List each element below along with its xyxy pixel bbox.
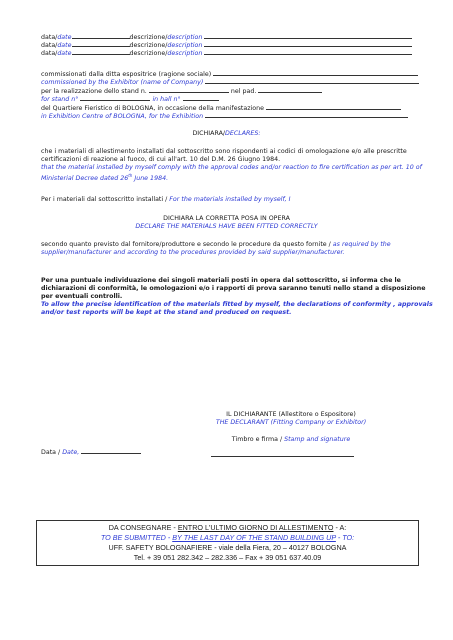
pad-field[interactable]	[258, 86, 322, 93]
footer-contacts: Tel. + 39 051 282.342 – 282.336 – Fax + 39 051 637.40.09	[133, 553, 322, 562]
declares-heading	[0, 130, 453, 138]
date-signature-label: Data /	[41, 449, 61, 456]
descr-label: descrizione/	[129, 42, 168, 49]
description-label: description	[167, 34, 203, 41]
stand-label: per la realizzazione dello stand n.	[41, 88, 147, 95]
commissioned-en-label: commissioned by the Exhibitor (name of Company)	[41, 79, 204, 86]
footer-address: UFF. SAFETY BOLOGNAFIERE - viale della Fiera, 20 – 40127 BOLOGNA	[108, 543, 347, 552]
stand-number-field-en[interactable]	[80, 94, 150, 101]
exhibition-field[interactable]	[266, 103, 401, 110]
company-name-field-en[interactable]	[205, 77, 419, 84]
footer-line1-c: - A:	[333, 523, 347, 532]
data-label: data/	[41, 50, 58, 57]
data-label: data/	[41, 34, 58, 41]
description-label: description	[167, 42, 203, 49]
data-label: data/	[41, 42, 58, 49]
para1-it-line2: certificazioni di reazione al fuoco, di cui all'art. 10 del D.M. 26 Giugno 1984.	[41, 156, 281, 163]
per-materiali-line	[41, 196, 290, 204]
para3-en-line1: To allow the precise identification of the materials fitted by myself, the declarations of conformity , approvals	[41, 301, 433, 308]
footer-line1	[37, 523, 418, 533]
declares-it: DICHIARA/	[192, 130, 226, 137]
para2-en-line1: as required by the	[332, 241, 391, 248]
footer-line1-a: DA CONSEGNARE -	[108, 523, 178, 532]
footer-line1-b: ENTRO L'ULTIMO GIORNO DI ALLESTIMENTO	[177, 523, 334, 532]
date-label: date	[57, 50, 72, 57]
para2-it: secondo quanto previsto dal fornitore/produttore e secondo le procedure da questo fornite /	[41, 241, 331, 248]
declarant-label: IL DICHIARANTE (Allestitore o Espositore)	[226, 411, 356, 418]
quartiere-label: del Quartiere Fieristico di BOLOGNA, in occasione della manifestazione	[41, 105, 264, 112]
description-label: description	[167, 50, 203, 57]
date-signature-en-label: Date,	[62, 449, 80, 456]
stamp-en-label: Stamp and signature	[284, 436, 351, 443]
footer-line2	[37, 533, 418, 543]
stamp-line	[211, 436, 371, 444]
per-materiali-it: Per i materiali dal sottoscritto installati /	[41, 196, 168, 203]
para1-it-line1: che i materiali di allestimento installati dal sottoscritto sono rispondenti ai codici di omologazione e/o alle prescritte	[41, 148, 407, 155]
date-field[interactable]	[72, 48, 130, 55]
date-field[interactable]	[72, 40, 130, 47]
description-row	[41, 48, 412, 58]
para3-en-line2: and/or test reports will be kept at the stand and produced on request.	[41, 309, 292, 316]
para1-en-line2	[41, 172, 168, 183]
para3-it-line3: per eventuali controlli.	[41, 293, 123, 300]
date-field[interactable]	[72, 32, 130, 39]
declarant-en-label: THE DECLARANT (Fitting Company or Exhibitor)	[215, 419, 367, 426]
stand-number-field[interactable]	[149, 86, 229, 93]
para2-en-line2: supplier/manufacturer and according to the procedures provided by said supplier/manufacturer.	[41, 249, 345, 256]
footer-line2-a: TO BE SUBMITTED -	[100, 533, 173, 542]
description-field[interactable]	[204, 40, 412, 47]
hall-en-label: in hall n°	[152, 96, 181, 103]
para3-it-line1: Per una puntuale individuazione dei singoli materiali posti in opera dal sottoscritto, si informa che le	[41, 277, 401, 284]
declares-2-it: DICHIARA LA CORRETTA POSA IN OPERA	[163, 215, 290, 222]
para1-en-line1: that the material installed by myself comply with the approval codes and/or reaction to fire certification as per art. 10 of	[41, 164, 422, 171]
descr-label: descrizione/	[129, 34, 168, 41]
para3-it-line2: dichiarazioni di conformità, le omologazioni e/o i rapporti di prova saranno tenuti nello stand a disposizione	[41, 285, 426, 292]
description-field[interactable]	[204, 32, 412, 39]
per-materiali-en: For the materials installed by myself, I	[169, 196, 291, 203]
date-label: date	[57, 34, 72, 41]
submission-box	[36, 520, 419, 566]
para1-en-superscript: th	[128, 173, 133, 178]
descr-label: descrizione/	[129, 50, 168, 57]
declares-2-en: DECLARE THE MATERIALS HAVE BEEN FITTED CORRECTLY	[135, 223, 318, 230]
commissioned-label: commissionati dalla ditta espositrice (ragione sociale)	[41, 71, 212, 78]
stand-en-label: for stand n°	[41, 96, 79, 103]
hall-field-en[interactable]	[183, 94, 219, 101]
stamp-label: Timbro e firma /	[231, 436, 283, 443]
quartiere-en-line	[41, 111, 408, 121]
footer-line2-b: BY THE LAST DAY OF THE STAND BUILDING UP	[172, 533, 336, 542]
description-field[interactable]	[204, 48, 412, 55]
exhibition-field-en[interactable]	[205, 111, 408, 118]
signature-date-field[interactable]	[81, 447, 141, 454]
para1-en-line2b: June 1984.	[132, 175, 169, 183]
para1-en-line2a: Ministerial Decree dated 26	[41, 175, 129, 183]
company-name-field[interactable]	[213, 69, 418, 76]
quartiere-en-label: in Exhibition Centre of BOLOGNA, for the Exhibition	[41, 113, 204, 120]
date-line	[41, 447, 141, 457]
declares-en: DECLARES:	[225, 130, 261, 137]
date-label: date	[57, 42, 72, 49]
signature-field[interactable]	[211, 450, 354, 457]
para2-line1	[41, 241, 391, 249]
pad-label: nel pad.	[230, 88, 257, 95]
footer-line2-c: - TO:	[335, 533, 355, 542]
